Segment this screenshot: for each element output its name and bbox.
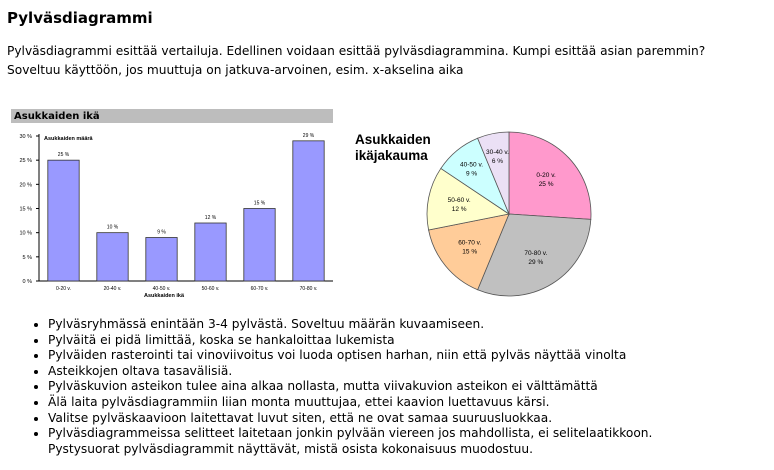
bar <box>195 223 226 281</box>
pie-slice-label: 0-20 v. <box>536 172 556 180</box>
x-tick-label: 40-50 v. <box>152 286 171 292</box>
intro-text <box>7 42 772 80</box>
pie-slice-label: 50-60 v. <box>447 197 471 205</box>
bar-value-label: 9 % <box>157 229 166 236</box>
pie-slice-value: 15 % <box>462 248 478 256</box>
pie-slice-label: 40-50 v. <box>460 161 484 169</box>
list-item: • Valitse pylväskaavioon laitettavat luvut siten, että ne ovat samaa suuruusluokkaa. <box>48 411 652 427</box>
y-tick-label: 5 % <box>22 254 32 261</box>
guideline-list <box>7 317 652 457</box>
page-title: Pylväsdiagrammi <box>7 9 153 27</box>
list-item: • Pylväsryhmässä enintään 3-4 pylvästä. Soveltuu määrän kuvaamiseen. <box>48 317 652 333</box>
y-tick-label: 20 % <box>19 182 32 189</box>
bar <box>97 233 128 281</box>
bar-chart-title: Asukkaiden ikä <box>11 109 333 123</box>
list-item-line-1: • Pylväsdiagrammeissa selitteet laitetaan jonkin pylvään viereen jos mahdollista, ei selitelaatikkoon. <box>48 426 653 441</box>
list-item: • Asteikkojen oltava tasavälisiä. <box>48 364 652 380</box>
pie-title-line-1: Asukkaiden <box>355 132 431 147</box>
bar-value-label: 15 % <box>253 200 266 207</box>
x-axis-title: Asukkaiden ikä <box>143 293 185 299</box>
bar <box>146 238 177 282</box>
y-tick-label: 0 % <box>22 279 32 285</box>
y-tick-label: 30 % <box>19 134 32 140</box>
y-tick-label: 10 % <box>19 230 32 237</box>
pie-slice-label: 30-40 v. <box>485 149 509 157</box>
x-tick-label: 20-40 v. <box>103 286 122 292</box>
bar-series-label: Asukkaiden määrä <box>44 136 93 142</box>
pie-slice-value: 29 % <box>528 259 544 267</box>
pie-slice-label: 60-70 v. <box>458 239 482 247</box>
list-item-line-2: Pystysuorat pylväsdiagrammit näyttävät, mistä osista kokonaisuus muodostuu. <box>48 441 534 456</box>
y-tick-label: 15 % <box>19 206 32 213</box>
bar-chart <box>8 109 339 301</box>
pie-chart-title <box>355 132 431 164</box>
y-tick-label: 25 % <box>19 158 32 165</box>
pie-chart <box>352 126 592 301</box>
bar-value-label: 29 % <box>302 132 315 139</box>
pie-title-line-2: ikäjakauma <box>355 148 428 163</box>
bar <box>244 209 275 282</box>
intro-line-1: Pylväsdiagrammi esittää vertailuja. Edellinen voidaan esittää pylväsdiagrammina. Kumpi esittää asian paremmin? <box>7 44 706 58</box>
list-item: • Pylväskuvion asteikon tulee aina alkaa nollasta, mutta viivakuvion asteikon ei välttämättä <box>48 379 652 395</box>
x-tick-label: 0-20 v. <box>56 286 71 292</box>
pie-slice-value: 6 % <box>491 158 504 166</box>
bar-value-label: 12 % <box>204 215 217 221</box>
pie-slice-value: 9 % <box>465 170 478 178</box>
list-item: • Pylväitä ei pidä limittää, koska se hankaloittaa lukemista <box>48 333 652 349</box>
x-tick-label: 70-80 v. <box>299 286 318 292</box>
list-item <box>48 426 652 457</box>
bar-value-label: 10 % <box>106 224 119 231</box>
pie-slice-value: 25 % <box>538 181 554 189</box>
pie-slice-label: 70-80 v. <box>524 250 548 258</box>
list-item: • Älä laita pylväsdiagrammiin liian monta muuttujaa, ettei kaavion luettavuus kärsi. <box>48 395 652 411</box>
list-item: • Pylväiden rasterointi tai vinoviivoitus voi luoda optisen harhan, niin että pylväs näyttää vinolta <box>48 348 652 364</box>
x-tick-label: 60-70 v. <box>250 286 269 292</box>
bar <box>48 160 79 281</box>
x-tick-label: 50-60 v. <box>201 286 220 292</box>
intro-line-2: Soveltuu käyttöön, jos muuttuja on jatkuva-arvoinen, esim. x-akselina aika <box>7 63 464 77</box>
pie-slice-value: 12 % <box>451 206 467 214</box>
bar <box>293 141 324 281</box>
bar-value-label: 25 % <box>57 152 70 159</box>
bar-chart-svg <box>8 109 339 301</box>
